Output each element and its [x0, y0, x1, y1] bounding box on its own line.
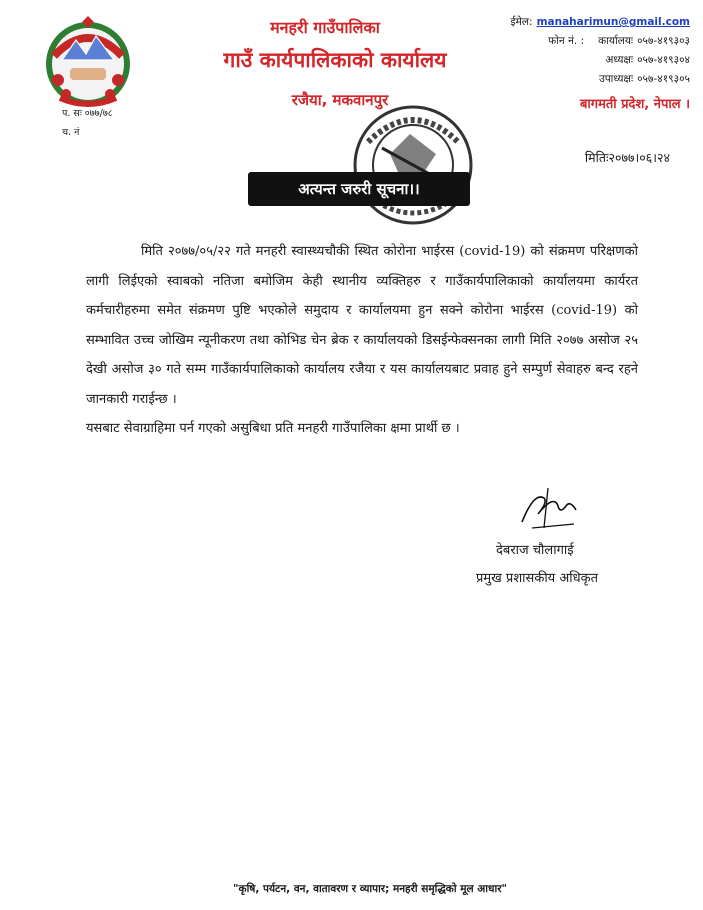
signatory-name: देबराज चौलागाई: [496, 543, 574, 558]
office-phone: ०५७-४१९३०३: [637, 35, 690, 47]
notice-body: [86, 237, 638, 444]
email-label: ईमेल:: [510, 16, 533, 28]
province-line: बागमती प्रदेश, नेपाल ।: [579, 97, 690, 112]
office-phone-label: कार्यालयः: [598, 35, 634, 47]
office-stamp-icon: [338, 102, 488, 228]
municipality-name: मनहरी गाउँपालिका: [270, 18, 380, 37]
letter-number: प. सः ०७७/७८: [62, 108, 113, 119]
notice-paragraph-main: मिति २०७७/०५/२२ गते मनहरी स्वास्थ्यचौकी स्थित कोरोना भाईरस (covid-19) को संक्रमण परिक्षणको लागी लिईएको स्वाबको नतिजा बमोजिम केही स्थानीय व्यक्तिहरु र गाउँकार्यपालिकाको कार्यालयमा कार्यरत कर्मचारीहरुमा समेत संक्रमण पुष्टि भएकोले समुदाय र कार्यालयमा हुन सक्ने कोरोना भाईरस (covid-19) को सम्भावित उच्च जोखिम न्यूनीकरण तथा कोभिड चेन ब्रेक र कार्यालयको डिसईन्फेक्सनका लागी मिति २०७७ असोज २५ देखी असोज ३० गते सम्म गाउँकार्यपालिकाको कार्यालय रजैया र यस कार्यालयबाट प्रवाह हुने सम्पुर्ण सेवाहरु बन्द रहने जानकारी गराईन्छ ।: [86, 244, 638, 407]
office-address: रजैया, मकवानपुर: [291, 91, 389, 109]
vice-phone: ०५७-४१९३०५: [637, 73, 690, 85]
contact-block: [478, 13, 690, 89]
signature-icon: [514, 484, 584, 532]
phone-label: फोन नं. :: [548, 35, 585, 47]
email-row: [478, 13, 690, 32]
nepal-emblem-icon: [40, 14, 136, 110]
vice-phone-label: उपाध्यक्षः: [598, 73, 634, 85]
letter-date: मितिः२०७७।०६।२४: [584, 150, 670, 165]
footer-motto: "कृषि, पर्यटन, वन, वातावरण र व्यापार; मनहरी समृद्धिको मूल आधार": [233, 883, 507, 895]
dispatch-number: च. नं: [62, 127, 80, 138]
notice-title: अत्यन्त जरुरी सूचना।।: [248, 172, 470, 206]
office-title: गाउँ कार्यपालिकाको कार्यालय: [223, 48, 447, 72]
chair-phone-label: अध्यक्षः: [605, 54, 634, 66]
email-link[interactable]: manaharimun@gmail.com: [536, 16, 690, 28]
office-phone-row: [478, 32, 690, 51]
signatory-title: प्रमुख प्रशासकीय अधिकृत: [476, 571, 599, 586]
reference-block: [62, 104, 113, 142]
chair-phone: ०५७-४१९३०४: [637, 54, 690, 66]
vice-phone-row: [478, 70, 690, 89]
notice-paragraph-apology: यसबाट सेवाग्राहिमा पर्न गएको असुबिधा प्रति मनहरी गाउँपालिका क्षमा प्रार्थी छ ।: [86, 421, 460, 436]
chair-phone-row: [478, 51, 690, 70]
